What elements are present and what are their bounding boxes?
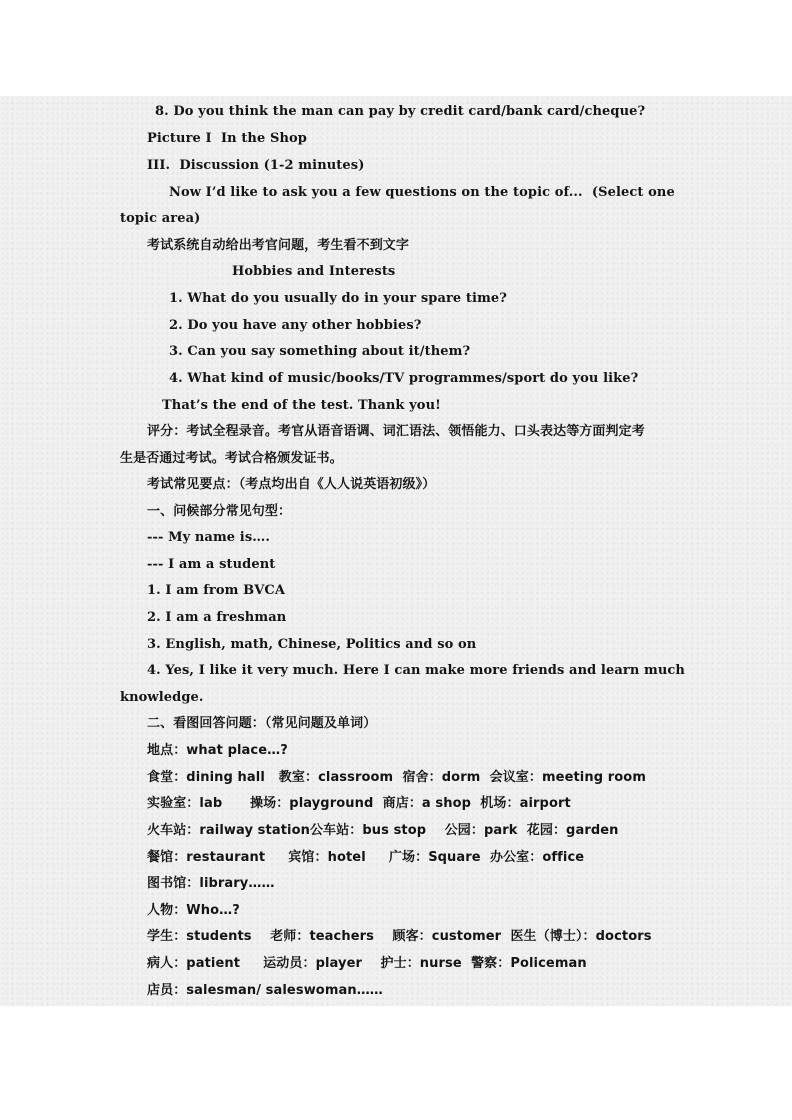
greeting-line: 4. Yes, I like it very much. Here I can make more friends and learn much <box>147 663 685 678</box>
discussion-heading: III. Discussion (1-2 minutes) <box>147 158 365 173</box>
topic-question-1: 1. What do you usually do in your spare time? <box>169 291 508 306</box>
scoring-paragraph: 评分：考试全程录音。考官从语音语调、词汇语法、领悟能力、口头表达等方面判定考 <box>147 424 645 439</box>
topic-question-2: 2. Do you have any other hobbies? <box>169 318 422 333</box>
greeting-line: --- My name is…. <box>147 530 270 545</box>
system-note: 考试系统自动给出考官问题，考生看不到文字 <box>147 238 410 253</box>
discussion-intro: Now I’d like to ask you a few questions on the topic of... (Select one <box>169 185 675 200</box>
discussion-intro-continued: topic area) <box>120 211 201 226</box>
topic-question-4: 4. What kind of music/books/TV programmes/sport do you like? <box>169 371 639 386</box>
picture-heading: Picture I In the Shop <box>147 131 307 146</box>
greeting-section-heading: 一、问候部分常见句型： <box>147 504 292 519</box>
vocabulary-line: 实验室：lab 操场：playground 商店：a shop 机场：airport <box>147 796 571 811</box>
topic-title: Hobbies and Interests <box>232 264 396 279</box>
topic-question-3: 3. Can you say something about it/them? <box>169 344 471 359</box>
greeting-line: 2. I am a freshman <box>147 610 287 625</box>
greeting-line-continued: knowledge. <box>120 690 204 705</box>
greeting-line: --- I am a student <box>147 557 276 572</box>
vocabulary-line: 食堂：dining hall 教室：classroom 宿舍：dorm 会议室：meeting room <box>147 770 646 785</box>
vocabulary-line: 店员：salesman/ saleswoman…… <box>147 983 383 998</box>
greeting-line: 3. English, math, Chinese, Politics and so on <box>147 637 477 652</box>
key-points-heading: 考试常见要点：（考点均出自《人人说英语初级》） <box>147 477 436 492</box>
vocabulary-line: 餐馆：restaurant 宾馆：hotel 广场：Square 办公室：office <box>147 850 585 865</box>
vocabulary-line: 火车站：railway station公车站：bus stop 公园：park 花园：garden <box>147 823 619 838</box>
test-end: That’s the end of the test. Thank you! <box>162 398 441 413</box>
vocabulary-line: 图书馆：library…… <box>147 876 275 891</box>
scoring-paragraph-continued: 生是否通过考试。考试合格颁发证书。 <box>120 451 343 466</box>
question-8: 8. Do you think the man can pay by credit card/bank card/cheque? <box>155 104 646 119</box>
vocabulary-line: 病人：patient 运动员：player 护士：nurse 警察：Policeman <box>147 956 587 971</box>
greeting-line: 1. I am from BVCA <box>147 583 286 598</box>
person-question: 人物：Who…? <box>147 903 240 918</box>
place-question: 地点：what place…? <box>147 743 288 758</box>
scanned-page-background <box>0 96 792 1006</box>
vocabulary-line: 学生：students 老师：teachers 顾客：customer 医生（博士）：doctors <box>147 929 652 944</box>
picture-section-heading: 二、看图回答问题：（常见问题及单词） <box>147 716 377 731</box>
